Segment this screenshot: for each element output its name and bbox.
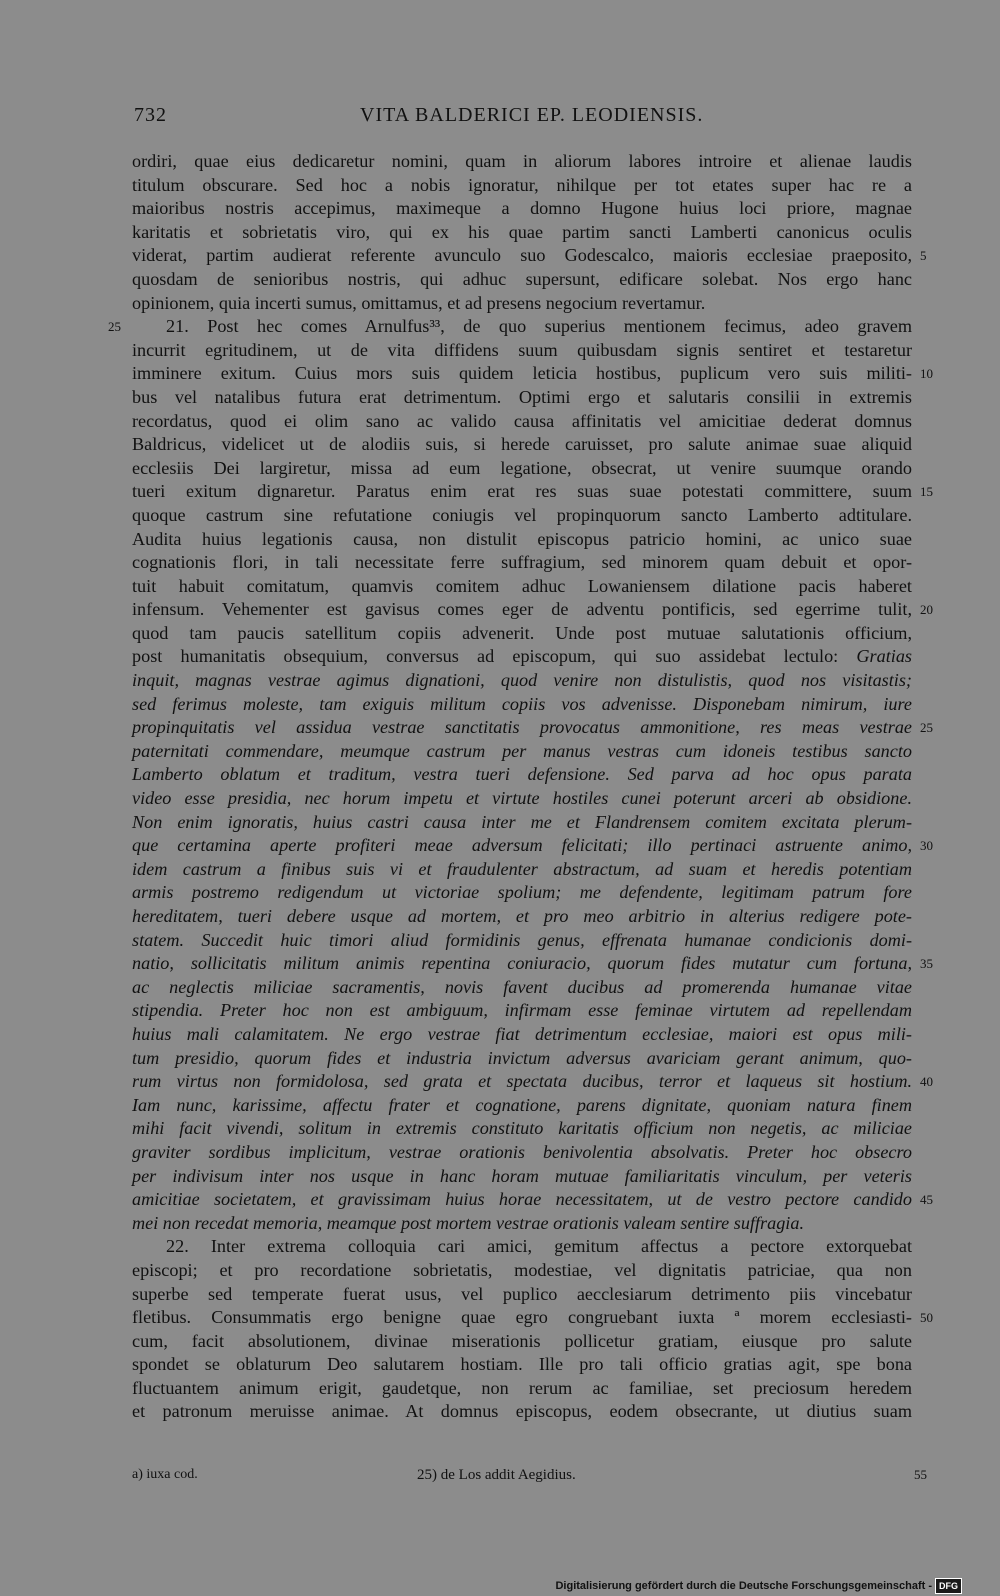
footnote-a: a) iuxa cod. (132, 1467, 198, 1482)
line-text: et patronum meruisse animae. At domnus episcopus, eodem obsecrante, ut diutius suam (132, 1401, 912, 1422)
line-text: ordiri, quae eius dedicaretur nomini, quam in aliorum labores introire et alienae laudis (132, 151, 912, 171)
text-line (132, 528, 912, 552)
text-line (132, 1235, 912, 1259)
line-text: infensum. Vehementer est gavisus comes eger de adventu pontificis, sed egerrime tulit, (132, 599, 912, 620)
text-line (132, 598, 933, 622)
dfg-logo: DFG (935, 1578, 962, 1594)
line-text: karitatis et sobrietatis viro, qui ex his quae partim sancti Lamberti canonicus oculis (132, 221, 912, 242)
text-line (132, 740, 912, 764)
line-italic-text: Non enim ignoratis, huius castri causa inter me et Flandrensem comitem excitata plerum- (132, 811, 912, 832)
text-line (132, 386, 912, 410)
line-italic-text: amicitiae societatem, et gravissimam huius horae necessitatem, ut de vestro pectore candido (132, 1189, 912, 1210)
text-line (132, 905, 912, 929)
line-italic-text: Iam nunc, karissime, affectu frater et cognatione, parens dignitate, quoniam natura finem (132, 1094, 912, 1115)
line-italic-text: video esse presidia, nec horum impetu et virtute hostiles cunei poterunt arceri ab obsidione. (132, 788, 912, 809)
running-title: VITA BALDERICI EP. LEODIENSIS. (360, 104, 704, 126)
line-italic-text: rum virtus non formidolosa, sed grata et spectata ducibus, terror et laqueus sit hostium. (132, 1071, 912, 1092)
line-italic-text: ac neglectis miliciae sacramentis, novis favent ducibus ad promerenda humanae vitae (132, 976, 912, 997)
text-line (108, 315, 912, 339)
line-italic-text: idem castrum a finibus suis vi et fraudulenter abstractum, ad suam et heredis potentiam (132, 858, 912, 879)
text-line (132, 999, 912, 1023)
line-italic-text: graviter sordibus implicitum, vestrae orationis benivolentia absolvatis. Preter hoc obsecro (132, 1141, 912, 1162)
line-text: quosdam de senioribus nostris, qui adhuc supersunt, edificare solebat. Nos ergo hanc (132, 268, 912, 289)
line-italic-text: mei non recedat memoria, meamque post mortem vestrae orationis valeam sentire suffragia. (132, 1212, 804, 1233)
text-line (132, 1070, 933, 1094)
text-line (132, 1188, 933, 1212)
text-line (132, 787, 912, 811)
text-line (132, 952, 933, 976)
line-text: maioribus nostris accepimus, maximeque a domno Hugone huius loci priore, magnae (132, 198, 912, 219)
text-line (132, 551, 912, 575)
text-line (132, 834, 933, 858)
line-text: tuit habuit comitatum, quamvis comitem adhuc Lowaniensem dilatione pacis haberet (132, 575, 912, 596)
line-italic-text: Lamberto oblatum et traditum, vestra tueri defensione. Sed parva ad hoc opus parata (132, 764, 912, 785)
page-header (0, 104, 1000, 134)
text-line (132, 1306, 933, 1330)
line-number-right: 40 (920, 1074, 933, 1090)
line-italic-text: propinquitatis vel assidua vestrae sanctitatis provocatus ammonitione, res meas vestrae (132, 717, 912, 738)
text-line (132, 976, 912, 1000)
line-text: fluctuantem animum erigit, gaudetque, non rerum ac familiae, set preciosum heredem (132, 1377, 912, 1398)
line-text: fletibus. Consummatis ergo benigne quae egro congruebant iuxta ª morem ecclesiasti- (132, 1307, 912, 1328)
line-number-right: 45 (920, 1192, 933, 1208)
line-italic-text: hereditatem, tueri debere usque ad mortem, et pro meo arbitrio in alterius redigere pote- (132, 906, 912, 926)
text-line (132, 480, 933, 504)
line-text: imminere exitum. Cuius mors suis quidem leticia hostibus, puplicum vero suis militi- (132, 363, 912, 384)
line-number-left: 25 (108, 319, 121, 335)
text-line (132, 1259, 912, 1283)
line-text: opinionem, quia incerti sumus, omittamus, et ad presens negocium revertamur. (132, 292, 706, 313)
text-line (132, 763, 912, 787)
line-text: quoque castrum sine refutatione coniugis vel propinquorum sancto Lamberto adtitulare. (132, 504, 912, 525)
text-line (132, 881, 912, 905)
line-text: 22. Inter extrema colloquia cari amici, gemitum affectus a pectore extorquebat (166, 1236, 912, 1257)
text-line (132, 669, 912, 693)
text-line (132, 1212, 912, 1236)
text-line (132, 575, 912, 599)
footnote-25: 25) de Los addit Aegidius. (417, 1467, 576, 1483)
line-text: episcopi; et pro recordatione sobrietatis, modestiae, vel dignitatis patriciae, qua non (132, 1259, 912, 1280)
line-text: viderat, partim audierat referente avunculo suo Godescalco, maioris ecclesiae praeposito, (132, 245, 912, 266)
page-number: 732 (134, 104, 167, 126)
text-line (132, 693, 912, 717)
line-text: tueri exitum dignaretur. Paratus enim erat res suas suae potestati committere, suum (132, 481, 912, 502)
line-number-right: 50 (920, 1310, 933, 1326)
text-line (132, 716, 933, 740)
text-line (132, 858, 912, 882)
text-line (132, 292, 912, 316)
text-line (132, 457, 912, 481)
line-italic-text: inquit, magnas vestrae agimus dignationi, quod venire non distulistis, quod nos visitastis; (132, 670, 912, 691)
text-line (132, 1023, 912, 1047)
text-line (132, 929, 912, 953)
body-text (108, 150, 933, 1424)
line-number-right: 10 (920, 366, 933, 382)
line-italic-text: statem. Succedit huic timori aliud formidinis genus, effrenata humanae condicionis domi- (132, 929, 912, 950)
text-line (132, 504, 912, 528)
text-line (132, 1377, 912, 1401)
line-text: titulum obscurare. Sed hoc a nobis ignoratur, nihilque per tot etates super hac re a (132, 174, 912, 195)
line-text: post humanitatis obsequium, conversus ad episcopum, qui suo assidebat lectulo: (132, 646, 857, 667)
text-line (132, 410, 912, 434)
text-line (132, 1141, 912, 1165)
text-line (132, 1094, 912, 1118)
text-line (132, 197, 912, 221)
line-text: 21. Post hec comes Arnulfus³³, de quo superius mentionem fecimus, adeo gravem (166, 316, 912, 337)
line-text: cognationis flori, in tali necessitate ferre suffragium, sed minorem quam debuit et opor- (132, 552, 912, 573)
line-text: quod tam paucis satellitum copiis advenerit. Unde post mutuae salutationis officium, (132, 622, 912, 643)
line-text: Baldricus, videlicet ut de alodiis suis, si herede caruisset, pro salute animae suae aliquid (132, 434, 912, 455)
text-line (132, 362, 933, 386)
line-number-right: 25 (920, 720, 933, 736)
line-italic-text: natio, sollicitatis militum animis repentina coniuracio, quorum fides mutatur cum fortuna, (132, 953, 912, 974)
text-line (132, 268, 912, 292)
text-line (132, 1117, 912, 1141)
text-line (132, 1047, 912, 1071)
text-line (132, 1330, 912, 1354)
text-line (132, 1400, 912, 1424)
line-text: ecclesiis Dei largiretur, missa ad eum legatione, obsecrat, ut venire suumque orando (132, 457, 912, 478)
line-text: superbe sed temperate fuerat usus, vel puplico aecclesiarum detrimento piis vincebatur (132, 1283, 912, 1304)
text-line (132, 174, 912, 198)
line-italic-text: sed ferimus moleste, tam exiguis militum copiis vos advenisse. Disponebam nimirum, iure (132, 693, 912, 714)
line-text: spondet se oblaturum Deo salutarem hostiam. Ille pro tali officio gratias agit, spe bona (132, 1354, 912, 1375)
line-italic-text: Gratias (856, 646, 912, 667)
footnotes (0, 1467, 1000, 1487)
line-text: recordatus, quod ei olim sano ac valido causa affinitatis vel amicitiae dederat domnus (132, 410, 912, 431)
line-italic-text: tum presidio, quorum fides et industria invictum adversus avariciam gerant animum, quo- (132, 1047, 912, 1068)
line-number-right: 5 (920, 248, 927, 264)
line-text: cum, facit absolutionem, divinae miserationis pollicetur gratiam, eiusque pro salute (132, 1330, 912, 1351)
line-text: incurrit egritudinem, ut de vita diffidens suum quibusdam signis sentiret et testaretur (132, 339, 912, 360)
line-text: Audita huius legationis causa, non distulit episcopus patricio homini, ac unico suae (132, 528, 912, 549)
line-number-right: 35 (920, 956, 933, 972)
text-line (132, 811, 912, 835)
text-line (132, 221, 912, 245)
text-line (132, 1165, 912, 1189)
line-italic-text: huius mali calamitatem. Ne ergo vestrae fiat detrimentum ecclesiae, maiori est opus mili- (132, 1023, 912, 1044)
digitization-credit (555, 1578, 962, 1594)
line-italic-text: que certamina aperte profiteri meae adversum felicitati; illo pertinaci astruente animo, (132, 835, 912, 856)
line-number-right: 15 (920, 484, 933, 500)
line-number-right: 30 (920, 838, 933, 854)
text-line (132, 339, 912, 363)
line-italic-text: stipendia. Preter hoc non est ambiguum, infirmam esse feminae virtutem ad repellendam (132, 1000, 912, 1021)
text-line (132, 1353, 912, 1377)
line-italic-text: armis postremo redigendum ut victoriae spolium; me defendente, legitimam patrum fore (132, 882, 912, 903)
text-line (132, 645, 912, 669)
line-text: bus vel natalibus futura erat detrimentum. Optimi ergo et salutaris consilii in extremis (132, 386, 912, 407)
line-italic-text: mihi facit vivendi, solitum in extremis constituto karitatis officium non negetis, ac miliciae (132, 1118, 912, 1139)
text-line (132, 622, 912, 646)
line-number-right: 20 (920, 602, 933, 618)
footnote-line-number: 55 (914, 1467, 927, 1482)
text-line (132, 150, 912, 174)
line-italic-text: paternitati commendare, meumque castrum per manus vestras cum idoneis testibus sancto (132, 740, 912, 761)
credit-text: Digitalisierung gefördert durch die Deutsche Forschungsgemeinschaft - (555, 1580, 932, 1592)
text-line (132, 1283, 912, 1307)
line-italic-text: per indivisum inter nos usque in hanc horam mutuae familiaritatis vinculum, per veteris (132, 1165, 912, 1186)
text-line (132, 244, 927, 268)
text-line (132, 433, 912, 457)
